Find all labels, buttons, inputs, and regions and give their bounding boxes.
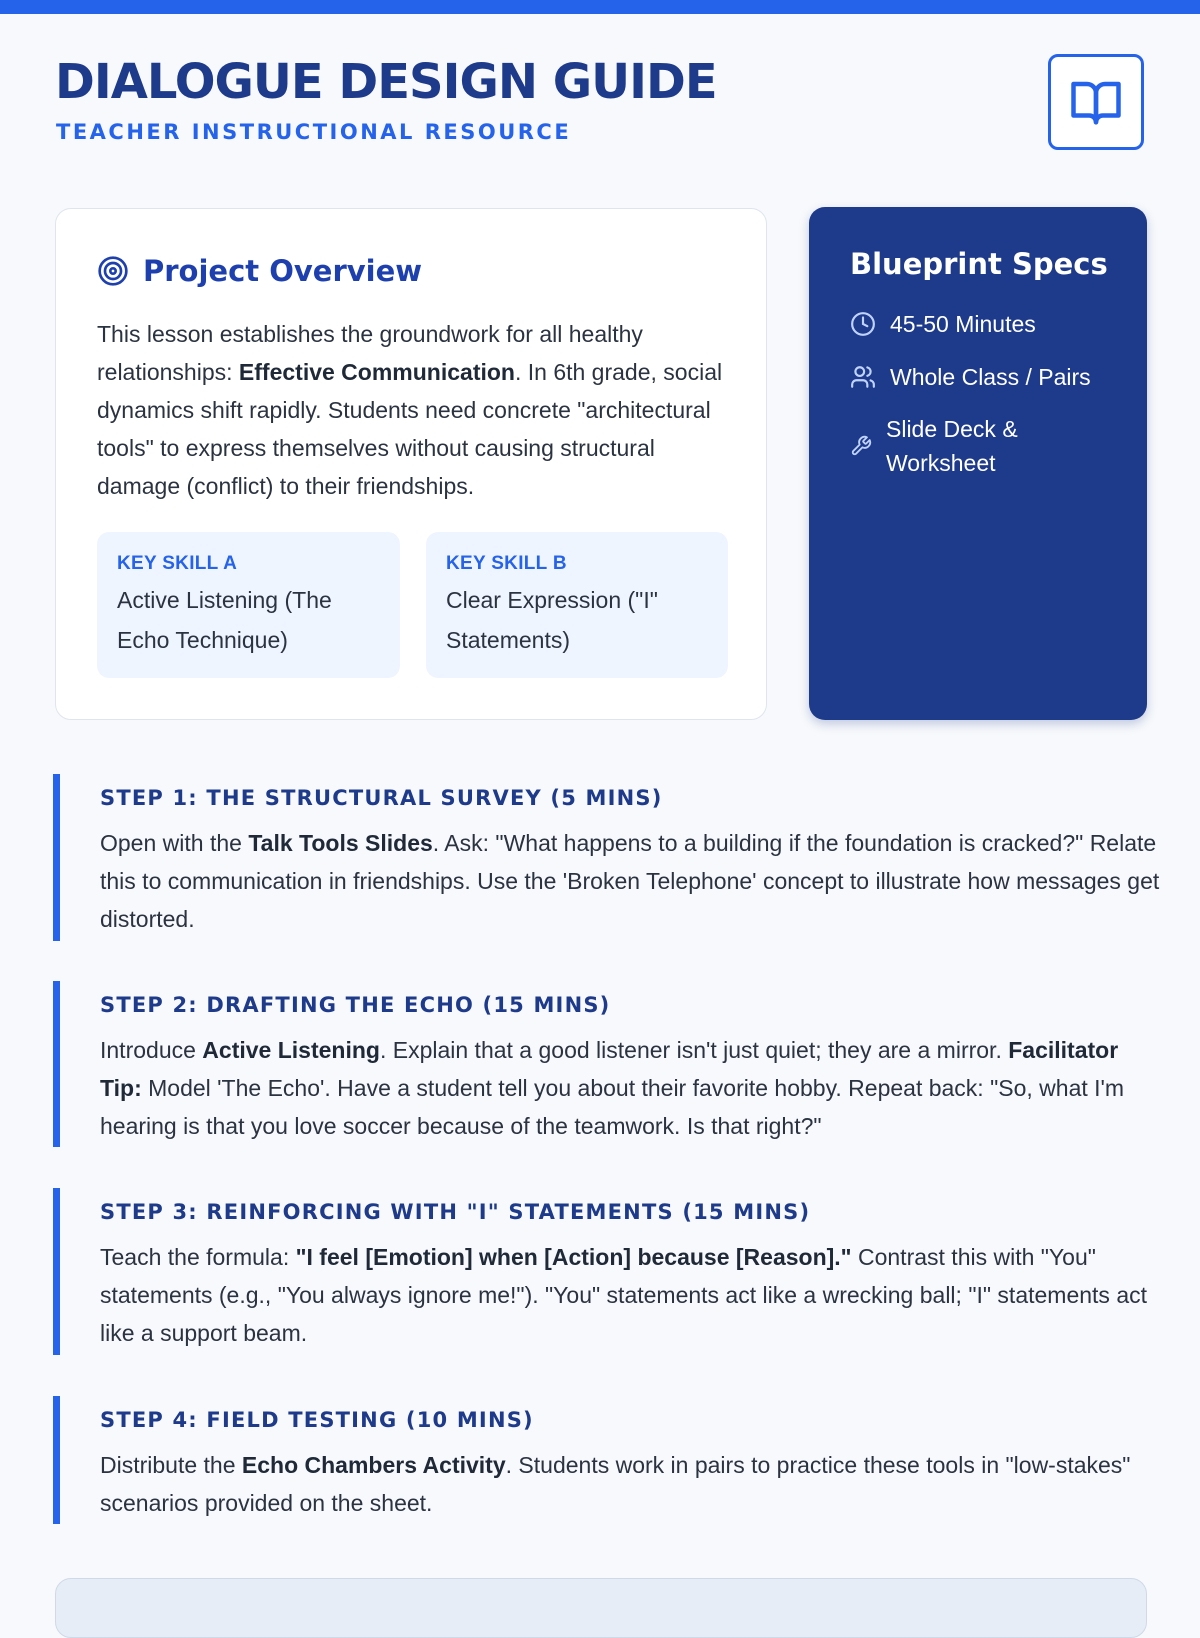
key-skill-label: KEY SKILL B <box>446 553 567 574</box>
emphasis-text: Talk Tools Slides <box>248 830 433 856</box>
wrench-icon <box>850 435 872 457</box>
body-text: . Ask: "What happens to a building if the foundation is cracked?" Relate this to communication in friendships. Use the 'Broken Telephone' concept to illustrate how messages get distorted. <box>100 830 1160 932</box>
emphasis-text: Facilitator Tip: <box>100 1037 1119 1101</box>
footer-card <box>55 1578 1147 1638</box>
page-subtitle: TEACHER INSTRUCTIONAL RESOURCE <box>56 120 572 144</box>
spec-grouping <box>850 360 1120 394</box>
project-overview-card <box>55 208 767 720</box>
step-1 <box>53 774 1160 941</box>
step-3 <box>53 1188 1154 1355</box>
step-body <box>100 824 1160 938</box>
key-skill-value: Active Listening (The Echo Technique) <box>117 587 332 653</box>
step-title: STEP 1: THE STRUCTURAL SURVEY (5 MINS) <box>100 786 663 810</box>
blueprint-specs-card <box>809 207 1147 720</box>
body-text: . In 6th grade, social dynamics shift rapidly. Students need concrete "architectural tools" to express themselves without causing structural damage (conflict) to their friendships. <box>97 359 723 499</box>
book-button[interactable] <box>1048 54 1144 150</box>
body-text: Teach the formula: <box>100 1244 296 1270</box>
key-skill-a <box>97 532 400 678</box>
emphasis-text: "I feel [Emotion] when [Action] because [Reason]." <box>295 1244 852 1270</box>
step-body <box>100 1031 1160 1145</box>
emphasis-text: Echo Chambers Activity <box>241 1452 506 1478</box>
spec-materials-text: Slide Deck & Worksheet <box>886 416 1018 476</box>
emphasis-text: Active Listening <box>202 1037 380 1063</box>
step-2 <box>53 981 1154 1147</box>
key-skill-label: KEY SKILL A <box>117 553 238 574</box>
top-accent-bar <box>0 0 1200 14</box>
specs-heading: Blueprint Specs <box>850 247 1108 281</box>
key-skill-value: Clear Expression ("I" Statements) <box>446 587 658 653</box>
body-text: Contrast this with "You" statements (e.g., "You always ignore me!"). "You" statements act like a wrecking ball; "I" statements act like a support beam. <box>100 1244 1147 1346</box>
step-body <box>100 1446 1160 1522</box>
clock-icon <box>850 311 876 337</box>
body-text: Distribute the <box>100 1452 242 1478</box>
spec-duration-text: 45-50 Minutes <box>890 311 1036 337</box>
body-text: Introduce <box>100 1037 203 1063</box>
key-skill-b <box>426 532 728 678</box>
page-title: DIALOGUE DESIGN GUIDE <box>55 54 717 110</box>
step-title: STEP 4: FIELD TESTING (10 MINS) <box>100 1408 534 1432</box>
body-text: Model 'The Echo'. Have a student tell you about their favorite hobby. Repeat back: "So, what I'm hearing is that you love soccer because of the teamwork. Is that right?" <box>100 1075 1125 1139</box>
body-text: . Explain that a good listener isn't just quiet; they are a mirror. <box>379 1037 1009 1063</box>
overview-body <box>97 315 737 505</box>
spec-duration <box>850 307 1120 341</box>
step-title: STEP 3: REINFORCING WITH "I" STATEMENTS (15 MINS) <box>100 1200 811 1224</box>
overview-heading-row <box>97 251 422 291</box>
step-4 <box>53 1396 1154 1524</box>
spec-grouping-text: Whole Class / Pairs <box>890 364 1091 390</box>
users-icon <box>850 364 876 390</box>
body-text: Open with the <box>100 830 249 856</box>
page-header <box>55 52 1147 154</box>
target-icon <box>97 255 129 287</box>
emphasis-text: Effective Communication <box>238 359 515 385</box>
book-open-icon <box>1069 75 1123 129</box>
step-title: STEP 2: DRAFTING THE ECHO (15 MINS) <box>100 993 611 1017</box>
spec-materials <box>850 412 1086 480</box>
body-text: This lesson establishes the groundwork for all healthy relationships: <box>97 321 643 385</box>
overview-heading: Project Overview <box>143 254 423 288</box>
step-body <box>100 1238 1160 1352</box>
body-text: . Students work in pairs to practice these tools in "low-stakes" scenarios provided on the sheet. <box>100 1452 1131 1516</box>
